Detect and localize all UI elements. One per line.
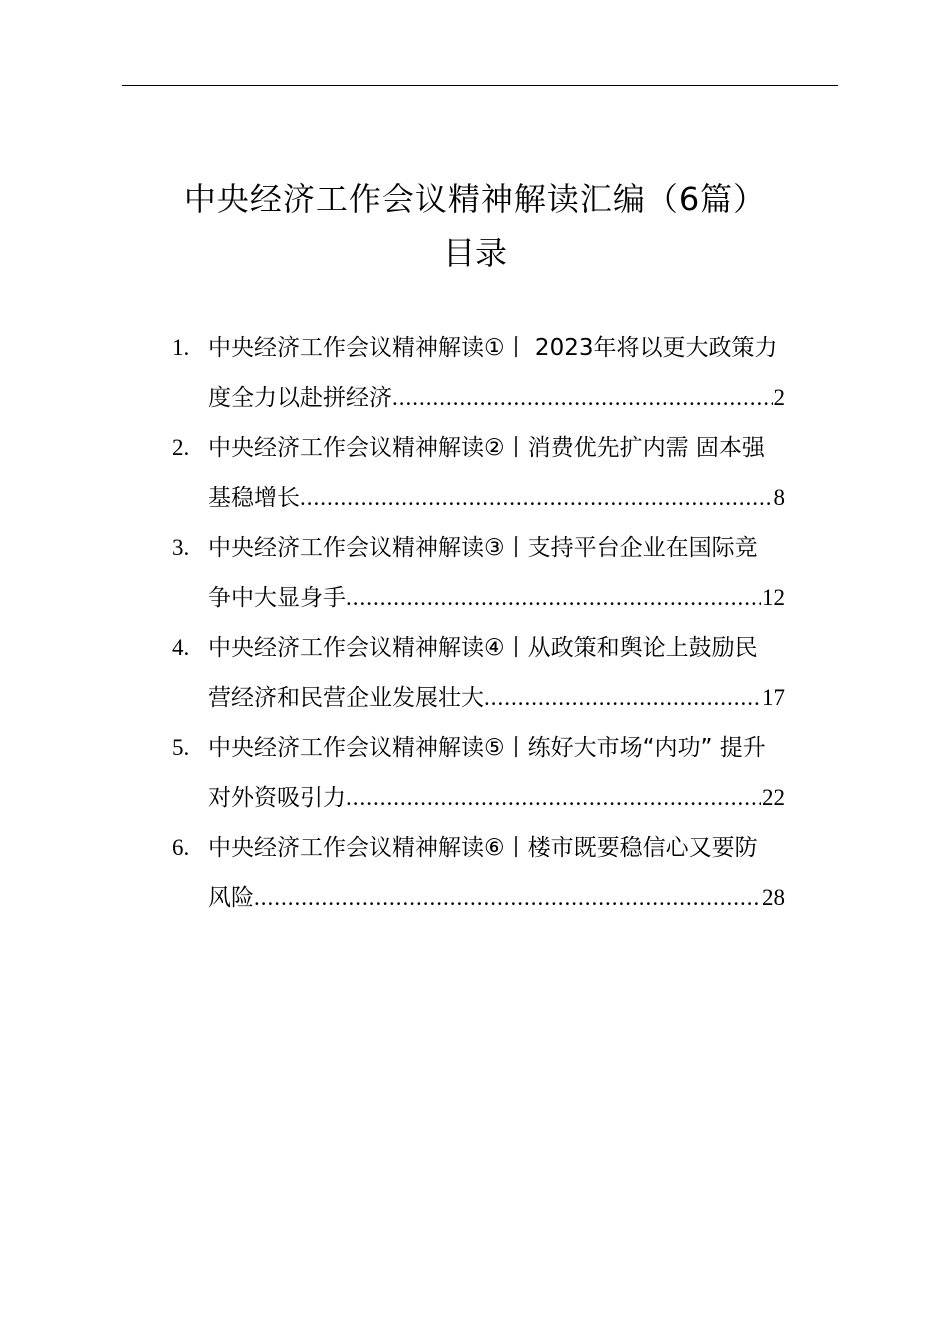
dot-leader [392, 373, 773, 423]
toc-entry-title: 中央经济工作会议精神解读①丨 2023年将以更大政策力 [208, 335, 778, 361]
toc-entry-page: 12 [762, 585, 785, 610]
toc-entry-page: 28 [762, 885, 785, 910]
toc-entry-number: 5. [172, 735, 190, 760]
toc-entry-number: 4. [172, 635, 190, 660]
toc-entry-5[interactable] [0, 723, 950, 823]
toc-entry-continuation [208, 573, 785, 623]
toc-heading: 目录 [442, 234, 507, 272]
toc-entry-title-cont: 风险 [208, 885, 254, 911]
toc-entry-title-cont: 争中大显身手 [208, 585, 346, 611]
toc-entry-4[interactable] [0, 623, 950, 723]
toc-entry-title: 中央经济工作会议精神解读⑤丨练好大市场“内功” 提升 [208, 735, 766, 761]
toc-entry-title-cont: 基稳增长 [208, 485, 300, 511]
dot-leader [300, 473, 773, 523]
toc-entry-title: 中央经济工作会议精神解读③丨支持平台企业在国际竞 [208, 535, 758, 561]
document-title: 中央经济工作会议精神解读汇编（6篇） [183, 180, 767, 218]
toc-entry-continuation [208, 473, 785, 523]
toc-entry-2[interactable] [0, 423, 950, 523]
toc-entry-page: 8 [773, 485, 785, 510]
table-of-contents [0, 323, 950, 923]
dot-leader [484, 673, 761, 723]
toc-entry-continuation [208, 673, 785, 723]
toc-entry-page: 2 [773, 385, 785, 410]
toc-entry-3[interactable] [0, 523, 950, 623]
toc-entry-continuation [208, 873, 785, 923]
toc-entry-1[interactable] [0, 323, 950, 423]
dot-leader [346, 573, 761, 623]
toc-entry-title-cont: 营经济和民营企业发展壮大 [208, 685, 484, 711]
header-rule [122, 85, 838, 86]
title-block [0, 172, 950, 280]
toc-entry-title: 中央经济工作会议精神解读④丨从政策和舆论上鼓励民 [208, 635, 758, 661]
toc-entry-title: 中央经济工作会议精神解读②丨消费优先扩内需 固本强 [208, 435, 765, 461]
toc-entry-page: 17 [762, 685, 785, 710]
toc-entry-number: 1. [172, 335, 190, 360]
dot-leader [346, 773, 761, 823]
toc-entry-title-cont: 度全力以赴拼经济 [208, 385, 392, 411]
toc-entry-6[interactable] [0, 823, 950, 923]
toc-entry-title-cont: 对外资吸引力 [208, 785, 346, 811]
toc-entry-continuation [208, 773, 785, 823]
toc-entry-continuation [208, 373, 785, 423]
toc-entry-number: 6. [172, 835, 190, 860]
toc-entry-page: 22 [762, 785, 785, 810]
toc-entry-number: 3. [172, 535, 190, 560]
toc-entry-title: 中央经济工作会议精神解读⑥丨楼市既要稳信心又要防 [208, 835, 758, 861]
dot-leader [254, 873, 761, 923]
toc-entry-number: 2. [172, 435, 190, 460]
